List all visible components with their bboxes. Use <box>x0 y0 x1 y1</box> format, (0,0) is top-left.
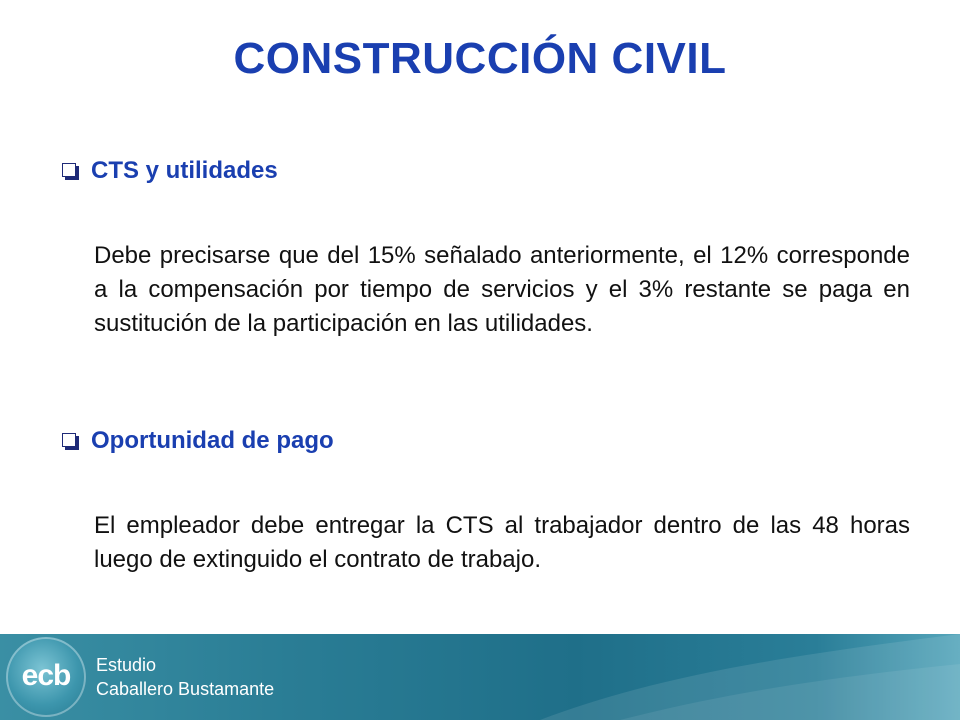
company-name-line1: Estudio <box>96 655 157 675</box>
footer-swoosh-decoration <box>540 634 960 720</box>
company-logo-text: ecb <box>21 659 71 692</box>
section-heading-cts <box>62 157 278 185</box>
checkbox-bullet-icon <box>62 163 79 180</box>
section-heading-oportunidad <box>62 427 334 455</box>
footer-band <box>0 634 960 720</box>
section-paragraph-cts: Debe precisarse que del 15% señalado anteriormente, el 12% corresponde a la compensación por tiempo de servicios y el 3% restante se paga en sustitución de la participación en las utilidades. <box>94 242 910 337</box>
company-logo <box>6 637 86 717</box>
section-heading-label: Oportunidad de pago <box>91 427 334 454</box>
section-paragraph-oportunidad: El empleador debe entregar la CTS al trabajador dentro de las 48 horas luego de extinguido el contrato de trabajo. <box>94 512 910 573</box>
checkbox-bullet-icon <box>62 433 79 450</box>
slide-title: CONSTRUCCIÓN CIVIL <box>233 34 727 83</box>
company-name-line2: Caballero Bustamante <box>96 679 275 699</box>
section-heading-label: CTS y utilidades <box>91 157 278 184</box>
